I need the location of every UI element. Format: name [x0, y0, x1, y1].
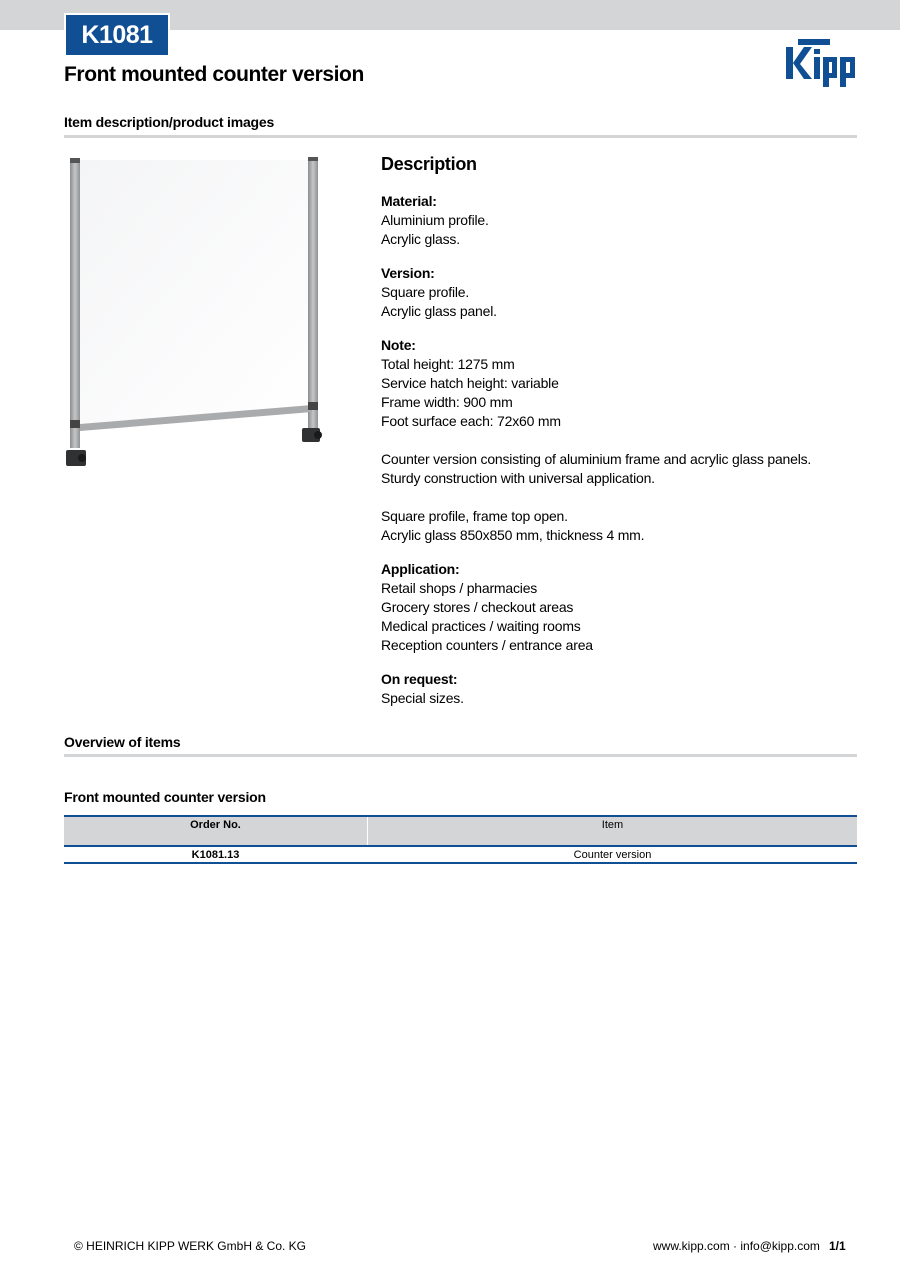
- application-heading: Application:: [381, 561, 460, 577]
- paragraph-line: Counter version consisting of aluminium frame and acrylic glass panels.: [381, 451, 812, 467]
- footer-copyright: © HEINRICH KIPP WERK GmbH & Co. KG: [74, 1239, 306, 1253]
- note-block: [381, 336, 851, 431]
- divider: [64, 754, 857, 757]
- divider: [64, 135, 857, 138]
- material-block: [381, 192, 851, 249]
- page-title: Front mounted counter version: [64, 63, 364, 86]
- paragraph-line: Square profile, frame top open.: [381, 508, 568, 524]
- version-heading: Version:: [381, 265, 435, 281]
- application-block: [381, 560, 851, 655]
- footer-contact: www.kipp.com · info@kipp.com: [653, 1239, 820, 1253]
- description-title: Description: [381, 154, 477, 174]
- cell-item: Counter version: [573, 848, 652, 861]
- material-heading: Material:: [381, 193, 437, 209]
- section-heading-overview: Overview of items: [64, 734, 181, 750]
- note-line: Frame width: 900 mm: [381, 394, 513, 410]
- application-line: Retail shops / pharmacies: [381, 580, 538, 596]
- material-line: Aluminium profile.: [381, 212, 489, 228]
- note-line: Foot surface each: 72x60 mm: [381, 413, 561, 429]
- table-row: [64, 847, 857, 862]
- paragraph-line: Acrylic glass 850x850 mm, thickness 4 mm.: [381, 527, 645, 543]
- material-line: Acrylic glass.: [381, 231, 460, 247]
- kipp-logo-mark: [784, 37, 858, 91]
- description-paragraph: [381, 507, 851, 545]
- application-line: Medical practices / waiting rooms: [381, 618, 581, 634]
- paragraph-line: Sturdy construction with universal application.: [381, 470, 655, 486]
- description-panel: [381, 152, 851, 723]
- footer-page-number: 1/1: [829, 1239, 846, 1253]
- section-heading-description: Item description/product images: [64, 114, 275, 130]
- note-line: Service hatch height: variable: [381, 375, 559, 391]
- product-code-badge: K1081: [64, 13, 170, 57]
- version-line: Acrylic glass panel.: [381, 303, 497, 319]
- on-request-line: Special sizes.: [381, 690, 464, 706]
- counter-screen-illustration: [60, 152, 330, 472]
- cell-order-no: K1081.13: [64, 849, 368, 861]
- version-block: [381, 264, 851, 321]
- on-request-block: [381, 670, 851, 708]
- application-line: Reception counters / entrance area: [381, 637, 593, 653]
- product-image: [60, 152, 330, 472]
- kipp-logo: [784, 37, 858, 91]
- table-title: Front mounted counter version: [64, 789, 266, 805]
- version-line: Square profile.: [381, 284, 470, 300]
- note-heading: Note:: [381, 337, 416, 353]
- header-order-no: Order No.: [64, 817, 368, 845]
- description-paragraph: [381, 450, 851, 488]
- note-line: Total height: 1275 mm: [381, 356, 515, 372]
- application-line: Grocery stores / checkout areas: [381, 599, 574, 615]
- header-item: Item: [601, 819, 624, 831]
- items-table: [64, 815, 857, 864]
- table-header-row: [64, 817, 857, 847]
- on-request-heading: On request:: [381, 671, 458, 687]
